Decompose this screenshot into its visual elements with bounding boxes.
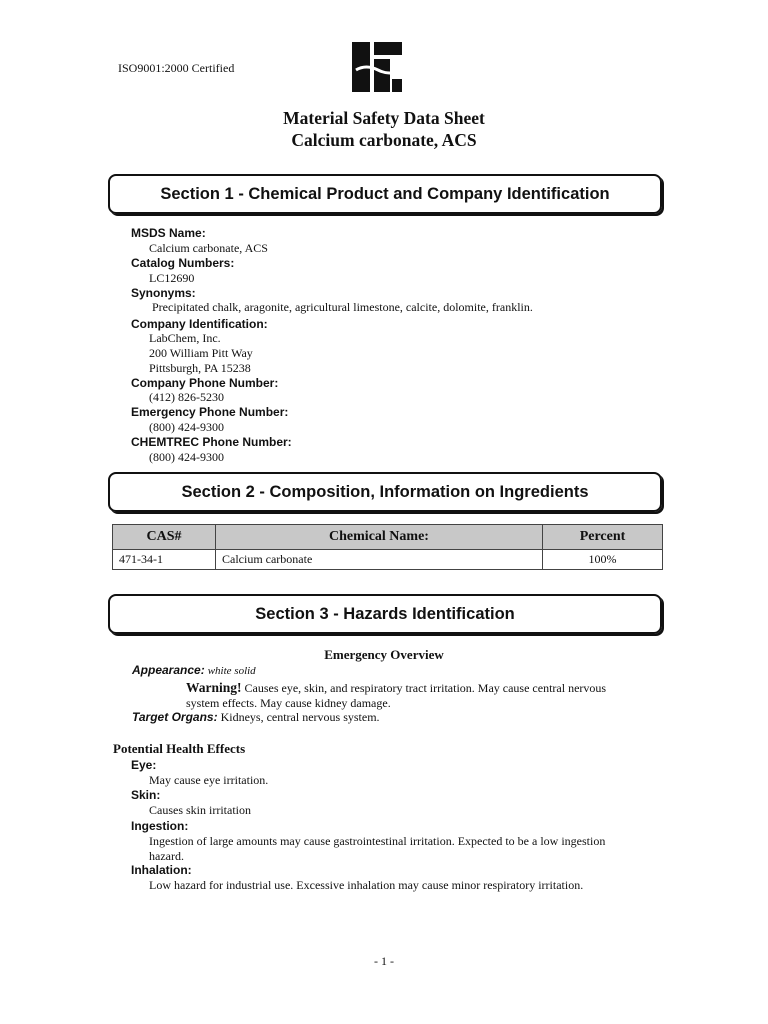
document-title: Material Safety Data Sheet: [283, 108, 485, 128]
eye-value: May cause eye irritation.: [149, 773, 269, 787]
target-organs-value: Kidneys, central nervous system.: [220, 710, 380, 724]
table-row: [113, 550, 663, 570]
composition-table: [112, 524, 663, 570]
ingestion-label: Ingestion:: [131, 819, 189, 833]
target-organs-label: Target Organs:: [132, 710, 218, 724]
product-title: Calcium carbonate, ACS: [291, 130, 477, 150]
synonyms-value: Precipitated chalk, aragonite, agricultural limestone, calcite, dolomite, franklin.: [152, 300, 533, 314]
inhalation-value: Low hazard for industrial use. Excessive inhalation may cause minor respiratory irritation.: [149, 878, 584, 892]
section1-heading: Section 1 - Chemical Product and Company Identification: [108, 174, 662, 214]
company-line-2: 200 William Pitt Way: [149, 346, 253, 360]
catalog-label: Catalog Numbers:: [131, 256, 235, 270]
synonyms-label: Synonyms:: [131, 286, 196, 300]
column-header-chemical-name: Chemical Name:: [216, 525, 543, 550]
skin-label: Skin:: [131, 788, 161, 802]
potential-health-effects-title: Potential Health Effects: [113, 741, 246, 756]
company-line-1: LabChem, Inc.: [149, 331, 221, 345]
inhalation-label: Inhalation:: [131, 863, 192, 877]
company-logo-icon: [352, 42, 402, 92]
percent-cell: 100%: [543, 550, 663, 570]
phone-label: Company Phone Number:: [131, 376, 279, 390]
section3-heading: Section 3 - Hazards Identification: [108, 594, 662, 634]
appearance-value: white solid: [207, 665, 256, 677]
emergency-label: Emergency Phone Number:: [131, 405, 289, 419]
chemtrec-value: (800) 424-9300: [149, 450, 224, 464]
table-header-row: [113, 525, 663, 550]
chemtrec-label: CHEMTREC Phone Number:: [131, 435, 292, 449]
target-organs-line: [132, 710, 380, 725]
section2-heading: Section 2 - Composition, Information on Ingredients: [108, 472, 662, 512]
emergency-overview-title: Emergency Overview: [324, 647, 444, 662]
msds-name-value: Calcium carbonate, ACS: [149, 241, 268, 255]
column-header-cas: CAS#: [113, 525, 216, 550]
phone-value: (412) 826-5230: [149, 390, 224, 404]
ingestion-value-1: Ingestion of large amounts may cause gastrointestinal irritation. Expected to be a low ingestion: [149, 834, 606, 848]
warning-label: Warning!: [186, 680, 242, 695]
catalog-value: LC12690: [149, 271, 195, 285]
msds-name-label: MSDS Name:: [131, 226, 206, 240]
column-header-percent: Percent: [543, 525, 663, 550]
page-number: - 1 -: [374, 954, 394, 968]
warning-text-2: system effects. May cause kidney damage.: [186, 696, 391, 710]
warning-line: [186, 680, 606, 696]
company-line-3: Pittsburgh, PA 15238: [149, 361, 251, 375]
cas-cell: 471-34-1: [113, 550, 216, 570]
ingestion-value-2: hazard.: [149, 849, 184, 863]
skin-value: Causes skin irritation: [149, 803, 251, 817]
company-label: Company Identification:: [131, 317, 268, 331]
certification-text: ISO9001:2000 Certified: [118, 61, 235, 75]
eye-label: Eye:: [131, 758, 157, 772]
appearance-label: Appearance:: [132, 663, 205, 677]
chemical-name-cell: Calcium carbonate: [216, 550, 543, 570]
warning-text-1: Causes eye, skin, and respiratory tract irritation. May cause central nervous: [244, 681, 607, 695]
emergency-value: (800) 424-9300: [149, 420, 224, 434]
appearance-line: [132, 663, 256, 678]
